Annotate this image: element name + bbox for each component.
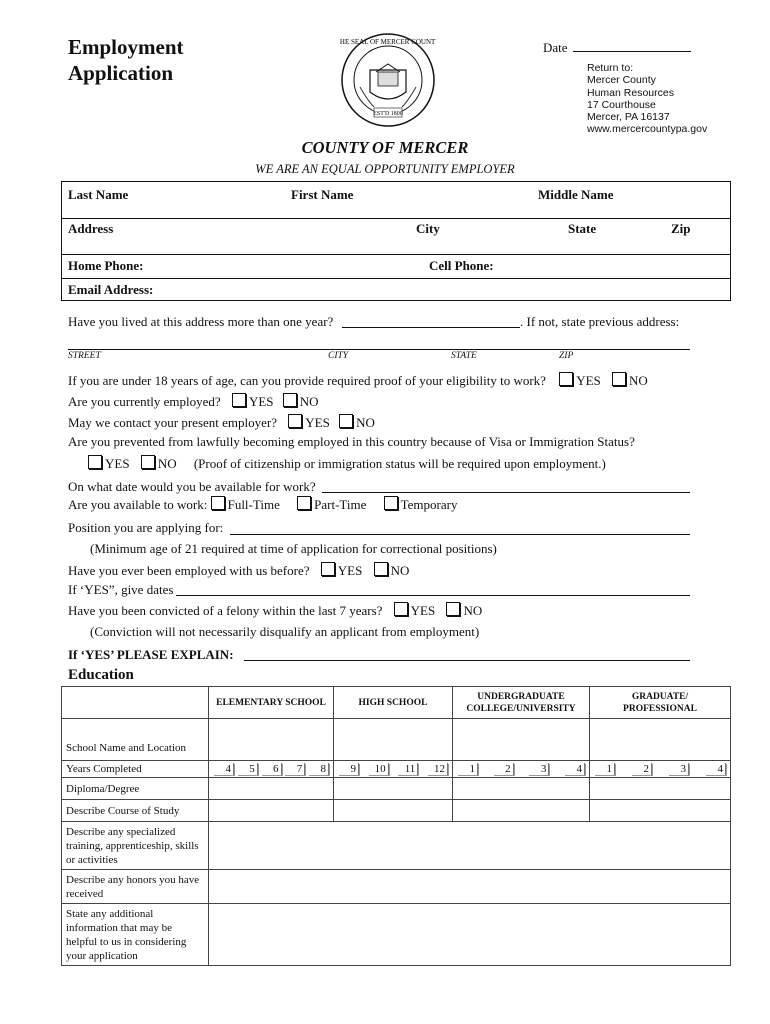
form-title bbox=[68, 34, 184, 86]
full-time-checkbox[interactable] bbox=[211, 496, 225, 510]
year-option[interactable]: 4 bbox=[213, 763, 234, 775]
year-option[interactable]: 2 bbox=[493, 763, 514, 775]
seal-icon bbox=[340, 32, 436, 128]
contact-no-checkbox[interactable] bbox=[339, 414, 353, 428]
employed-yes-checkbox[interactable] bbox=[232, 393, 246, 407]
no-label: NO bbox=[299, 394, 319, 409]
col-graduate: GRADUATE/ PROFESSIONAL bbox=[590, 687, 731, 719]
return-url: www.mercercountypa.gov bbox=[587, 123, 708, 136]
yes-label: YES bbox=[305, 415, 330, 430]
year-option[interactable]: 3 bbox=[668, 763, 689, 775]
full-time-label: Full-Time bbox=[227, 497, 280, 512]
col-high-school: HIGH SCHOOL bbox=[334, 687, 453, 719]
temporary-checkbox[interactable] bbox=[384, 496, 398, 510]
year-option[interactable]: 11 bbox=[397, 763, 418, 775]
employed-before-yes-checkbox[interactable] bbox=[321, 562, 335, 576]
under18-question bbox=[68, 372, 648, 389]
explain-line[interactable] bbox=[244, 660, 690, 661]
available-for-question bbox=[68, 496, 457, 513]
county-heading: COUNTY OF MERCER bbox=[301, 138, 469, 157]
explain-label: If ‘YES’ PLEASE EXPLAIN: bbox=[68, 647, 234, 662]
contact-yes-checkbox[interactable] bbox=[288, 414, 302, 428]
employed-question bbox=[68, 393, 319, 410]
yes-label: YES bbox=[337, 563, 363, 578]
zip-caption: ZIP bbox=[559, 351, 574, 361]
year-option[interactable]: 6 bbox=[261, 763, 282, 775]
school-grad-cell[interactable] bbox=[590, 719, 731, 761]
prevented-answer bbox=[88, 455, 606, 472]
yes-label: YES bbox=[105, 456, 130, 471]
diploma-elementary-cell[interactable] bbox=[209, 778, 334, 800]
available-date-label: On what date would you be available for work? bbox=[68, 479, 316, 494]
school-college-cell[interactable] bbox=[453, 719, 590, 761]
diploma-high-cell[interactable] bbox=[334, 778, 453, 800]
education-heading: Education bbox=[68, 667, 134, 683]
row-label-years: Years Completed bbox=[62, 761, 209, 778]
employed-before-label: Have you ever been employed with us before? bbox=[68, 563, 310, 578]
available-date-line[interactable] bbox=[322, 492, 690, 493]
county-seal bbox=[340, 32, 436, 128]
year-option[interactable]: 7 bbox=[284, 763, 305, 775]
years-elementary-cell[interactable] bbox=[209, 761, 334, 778]
under18-label: If you are under 18 years of age, can you provide required proof of your eligibility to work? bbox=[68, 373, 546, 388]
col-undergraduate: UNDERGRADUATE COLLEGE/UNIVERSITY bbox=[453, 687, 590, 719]
yes-label: YES bbox=[248, 394, 274, 409]
address-field[interactable]: Address bbox=[68, 221, 114, 236]
additional-cell[interactable] bbox=[209, 904, 731, 966]
last-name-field[interactable]: Last Name bbox=[68, 187, 129, 202]
date-field[interactable] bbox=[543, 40, 691, 56]
city-field[interactable]: City bbox=[416, 221, 440, 236]
middle-name-field[interactable]: Middle Name bbox=[538, 187, 614, 202]
contact-employer-question bbox=[68, 414, 375, 431]
row-label-training: Describe any specialized training, apprenticeship, skills or activities bbox=[62, 822, 209, 870]
employed-no-checkbox[interactable] bbox=[283, 393, 297, 407]
date-label: Date bbox=[543, 40, 568, 55]
under18-yes-checkbox[interactable] bbox=[559, 372, 573, 386]
year-option[interactable]: 1 bbox=[594, 763, 615, 775]
felony-label: Have you been convicted of a felony within the last 7 years? bbox=[68, 603, 383, 618]
felony-question bbox=[68, 602, 482, 619]
diploma-college-cell[interactable] bbox=[453, 778, 590, 800]
honors-cell[interactable] bbox=[209, 870, 731, 904]
position-label: Position you are applying for: bbox=[68, 520, 224, 535]
felony-no-checkbox[interactable] bbox=[446, 602, 460, 616]
year-option[interactable]: 10 bbox=[368, 763, 389, 775]
if-not-label: . If not, state previous address: bbox=[520, 314, 680, 329]
row-label-diploma: Diploma/Degree bbox=[62, 778, 209, 800]
give-dates-label: If ‘YES”, give dates bbox=[68, 582, 174, 597]
prevented-no-checkbox[interactable] bbox=[141, 455, 155, 469]
years-high-cell[interactable] bbox=[334, 761, 453, 778]
year-option[interactable]: 12 bbox=[427, 763, 448, 775]
yes-label: YES bbox=[410, 603, 436, 618]
lived-here-label: Have you lived at this address more than one year? bbox=[68, 314, 334, 329]
no-label: NO bbox=[629, 373, 648, 388]
return-line: Human Resources bbox=[587, 86, 674, 99]
return-line: Mercer, PA 16137 bbox=[587, 111, 670, 124]
no-label: NO bbox=[390, 563, 410, 578]
year-option[interactable]: 8 bbox=[308, 763, 329, 775]
row-label-additional: State any additional information that may be helpful to us in considering your application bbox=[62, 904, 209, 966]
zip-field[interactable]: Zip bbox=[671, 221, 691, 236]
position-line[interactable] bbox=[230, 534, 690, 535]
lived-here-question bbox=[68, 314, 333, 330]
personal-info-box bbox=[61, 181, 731, 301]
min-age-note: (Minimum age of 21 required at time of application for correctional positions) bbox=[90, 541, 497, 556]
years-college-cell[interactable] bbox=[453, 761, 590, 778]
temporary-label: Temporary bbox=[400, 497, 458, 512]
no-label: NO bbox=[356, 415, 375, 430]
course-college-cell[interactable] bbox=[453, 800, 590, 822]
state-field[interactable]: State bbox=[568, 221, 597, 236]
year-option[interactable]: 3 bbox=[528, 763, 549, 775]
available-for-label: Are you available to work: bbox=[68, 497, 208, 512]
year-option[interactable]: 4 bbox=[564, 763, 585, 775]
seal-top-text: THE SEAL OF MERCER COUNTY bbox=[340, 38, 436, 46]
prevented-yes-checkbox[interactable] bbox=[88, 455, 102, 469]
first-name-field[interactable]: First Name bbox=[291, 187, 354, 202]
seal-bottom-text: EST'D 1800 bbox=[373, 111, 403, 117]
year-option[interactable]: 2 bbox=[631, 763, 652, 775]
corner-cell bbox=[62, 687, 209, 719]
city-caption: CITY bbox=[328, 351, 349, 361]
part-time-label: Part-Time bbox=[314, 497, 367, 512]
course-elementary-cell[interactable] bbox=[209, 800, 334, 822]
prevented-question: Are you prevented from lawfully becoming employed in this country because of Visa or Immigration Status? bbox=[68, 434, 635, 449]
yes-label: YES bbox=[576, 373, 601, 388]
col-elementary: ELEMENTARY SCHOOL bbox=[209, 687, 334, 719]
years-grad-cell[interactable] bbox=[590, 761, 731, 778]
school-high-cell[interactable] bbox=[334, 719, 453, 761]
title-line-1: Employment bbox=[68, 35, 184, 59]
return-line: 17 Courthouse bbox=[587, 98, 656, 111]
course-grad-cell[interactable] bbox=[590, 800, 731, 822]
return-line: Mercer County bbox=[587, 74, 656, 87]
employed-label: Are you currently employed? bbox=[68, 394, 221, 409]
conviction-note: (Conviction will not necessarily disqualify an applicant from employment) bbox=[90, 624, 480, 639]
under18-no-checkbox[interactable] bbox=[612, 372, 626, 386]
school-elementary-cell[interactable] bbox=[209, 719, 334, 761]
year-option[interactable]: 5 bbox=[237, 763, 258, 775]
home-phone-field[interactable]: Home Phone: bbox=[68, 258, 144, 273]
return-line: Return to: bbox=[587, 62, 634, 74]
employed-before-no-checkbox[interactable] bbox=[374, 562, 388, 576]
education-table bbox=[61, 686, 731, 966]
no-label: NO bbox=[157, 456, 177, 471]
year-option[interactable]: 1 bbox=[457, 763, 478, 775]
year-option[interactable]: 9 bbox=[338, 763, 359, 775]
eoe-statement: WE ARE AN EQUAL OPPORTUNITY EMPLOYER bbox=[255, 162, 515, 176]
row-label-course: Describe Course of Study bbox=[62, 800, 209, 822]
year-option[interactable]: 4 bbox=[705, 763, 726, 775]
part-time-checkbox[interactable] bbox=[297, 496, 311, 510]
employed-before-question bbox=[68, 562, 409, 579]
felony-yes-checkbox[interactable] bbox=[394, 602, 408, 616]
title-line-2: Application bbox=[68, 61, 174, 85]
lived-here-answer-line[interactable] bbox=[342, 327, 520, 328]
date-line[interactable] bbox=[573, 41, 691, 52]
email-field[interactable]: Email Address: bbox=[68, 282, 154, 297]
training-cell[interactable] bbox=[209, 822, 731, 870]
street-caption: STREET bbox=[68, 351, 101, 361]
previous-address-line[interactable] bbox=[68, 349, 690, 350]
proof-note: (Proof of citizenship or immigration status will be required upon employment.) bbox=[193, 456, 606, 471]
row-label-school: School Name and Location bbox=[62, 719, 209, 761]
diploma-grad-cell[interactable] bbox=[590, 778, 731, 800]
return-address bbox=[587, 62, 707, 136]
row-label-honors: Describe any honors you have received bbox=[62, 870, 209, 904]
cell-phone-field[interactable]: Cell Phone: bbox=[429, 258, 494, 273]
state-caption: STATE bbox=[451, 351, 477, 361]
course-high-cell[interactable] bbox=[334, 800, 453, 822]
give-dates-line[interactable] bbox=[176, 595, 690, 596]
contact-employer-label: May we contact your present employer? bbox=[68, 415, 278, 430]
no-label: NO bbox=[463, 603, 483, 618]
